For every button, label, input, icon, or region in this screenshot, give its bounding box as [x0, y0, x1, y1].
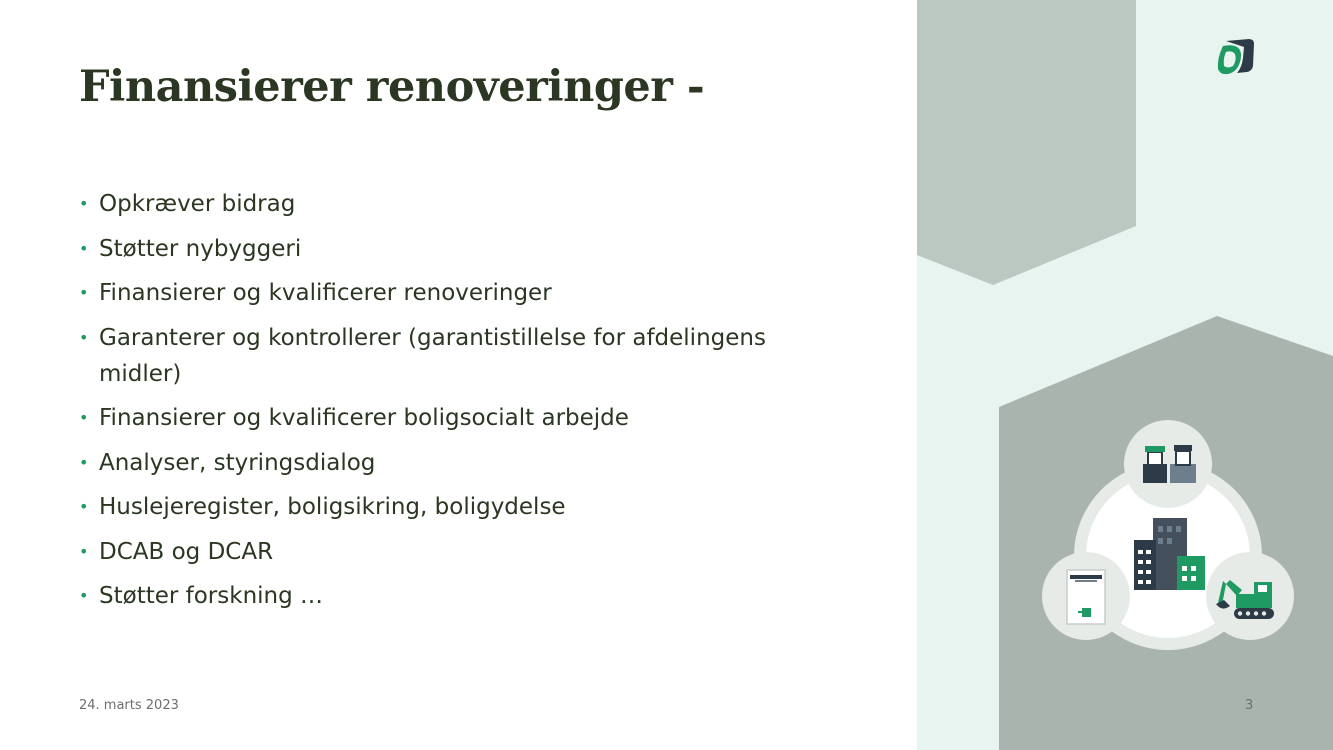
bullet-dot-icon: • [79, 452, 89, 472]
bullet-item [79, 275, 799, 311]
bullet-item [79, 534, 799, 570]
bullet-dot-icon: • [79, 327, 89, 347]
bullet-item [79, 231, 799, 267]
footer-date: 24. marts 2023 [79, 698, 179, 713]
bullet-text: Finansierer og kvalificerer boligsocialt arbejde [99, 405, 629, 431]
bullet-text: Støtter nybyggeri [99, 235, 302, 262]
document-icon [1067, 570, 1105, 624]
bullet-text: DCAB og DCAR [99, 538, 274, 565]
bullet-dot-icon: • [79, 238, 89, 258]
housing-renovation-cycle-illustration-icon [1040, 420, 1296, 652]
bullet-dot-icon: • [79, 408, 89, 427]
bullet-text: Finansierer og kvalificerer renoveringer [99, 280, 552, 306]
bullet-text: Garanterer og kontrollerer (garantistillelse for afdelingens midler) [99, 324, 766, 387]
bullet-list [79, 186, 799, 623]
bullet-text: Huslejeregister, boligsikring, boligydelse [99, 494, 566, 520]
bullet-dot-icon: • [79, 497, 89, 516]
bullet-dot-icon: • [79, 194, 89, 213]
bullet-item [79, 578, 799, 614]
organization-logo-icon [1216, 38, 1256, 76]
bullet-dot-icon: • [79, 541, 89, 561]
slide-title: Finansierer renoveringer - [79, 62, 705, 112]
bullet-text: Støtter forskning … [99, 583, 324, 609]
bullet-text: Analyser, styringsdialog [99, 449, 376, 476]
bullet-dot-icon: • [79, 283, 89, 302]
bullet-text: Opkræver bidrag [99, 191, 296, 217]
bullet-item [79, 445, 799, 481]
bullet-item [79, 400, 799, 436]
page-number: 3 [1245, 698, 1254, 713]
bullet-item [79, 186, 799, 222]
bullet-dot-icon: • [79, 586, 89, 605]
bullet-item [79, 489, 799, 525]
bullet-item [79, 320, 799, 392]
